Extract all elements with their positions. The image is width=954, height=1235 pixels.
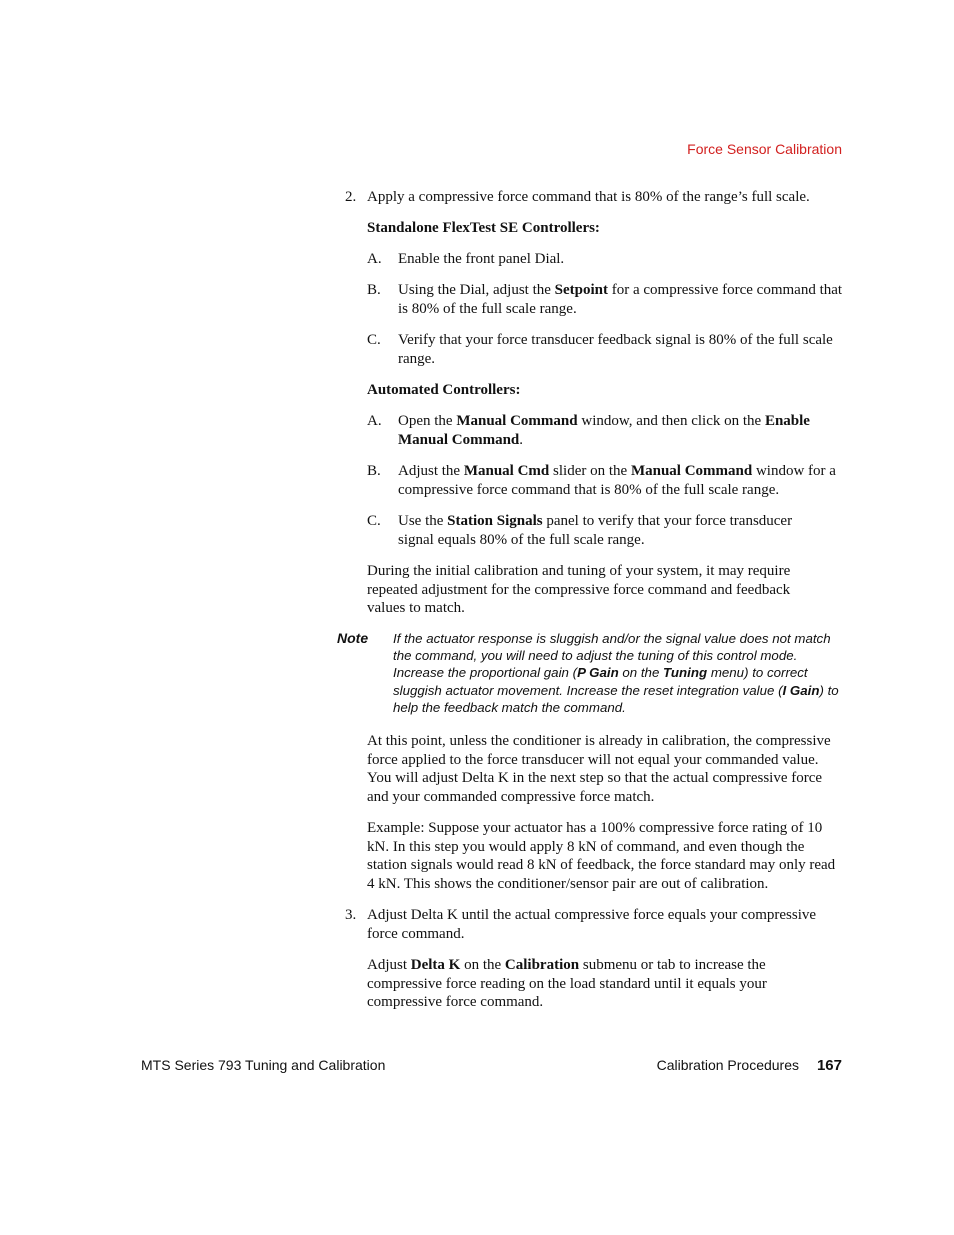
ui-term: Enable Manual Command	[398, 413, 810, 448]
footer-chapter-title: Calibration Procedures	[656, 1057, 799, 1073]
list-item-text: Use the Station Signals panel to verify that your force transducer signal equals 80% of the full scale range.	[398, 513, 793, 548]
list-item-text: Adjust the Manual Cmd slider on the Manual Command window for a compressive force command that is 80% of the full scale range.	[398, 463, 836, 498]
list-letter: A.	[367, 413, 382, 429]
section-header: Force Sensor Calibration	[687, 141, 842, 157]
list-letter: C.	[367, 513, 381, 529]
ui-term: Setpoint	[554, 282, 608, 298]
ui-term: Station Signals	[447, 513, 543, 529]
ui-term: Manual Command	[456, 413, 578, 429]
list-letter: B.	[367, 463, 381, 479]
list-item-text: Verify that your force transducer feedback signal is 80% of the full scale range.	[398, 332, 833, 367]
step-number: 2.	[345, 189, 357, 205]
page-number: 167	[816, 1057, 842, 1074]
footer-manual-title: MTS Series 793 Tuning and Calibration	[141, 1057, 386, 1073]
list-item-text: Enable the front panel Dial.	[398, 251, 565, 267]
body-paragraph: During the initial calibration and tuning of your system, it may require repeated adjustment for the compressive force command and feedback values to match.	[367, 563, 791, 617]
step-text: Apply a compressive force command that is 80% of the range’s full scale.	[367, 189, 810, 205]
note-label: Note	[337, 630, 369, 646]
ui-term: Delta K	[410, 957, 461, 973]
list-letter: B.	[367, 282, 381, 298]
step-text: Adjust Delta K until the actual compressive force equals your compressive force command.	[367, 907, 817, 942]
ui-term: Manual Command	[630, 463, 753, 479]
subheading-automated: Automated Controllers:	[367, 382, 521, 398]
body-paragraph: Adjust Delta K on the Calibration submenu or tab to increase the compressive force reading on the load standard until it equals your compressive force command.	[367, 957, 767, 1011]
list-item-text: Using the Dial, adjust the Setpoint for a compressive force command that is 80% of the full scale range.	[398, 282, 843, 317]
step-number: 3.	[345, 907, 357, 923]
ui-term: Calibration	[504, 957, 580, 973]
ui-term: Manual Cmd	[463, 463, 550, 479]
list-letter: C.	[367, 332, 381, 348]
note-text: If the actuator response is sluggish and/or the signal value does not match the command, you will need to adjust the tuning of this control mode. Increase the proportional gain (P Gain on the Tuning menu) to correct sluggish actuator movement. Increase the reset integration value (I Gain) to help the feedback match the command.	[393, 631, 839, 715]
list-letter: A.	[367, 251, 382, 267]
body-paragraph: At this point, unless the conditioner is already in calibration, the compressive force applied to the force transducer will not equal your commanded value. You will adjust Delta K in the next step so that the actual compressive force and your commanded compressive force match.	[367, 733, 831, 805]
body-paragraph: Example: Suppose your actuator has a 100% compressive force rating of 10 kN. In this step you would apply 8 kN of command, and even though the station signals would read 8 kN of feedback, the force standard may only read 4 kN. This shows the conditioner/sensor pair are out of calibration.	[367, 820, 836, 892]
subheading-standalone: Standalone FlexTest SE Controllers:	[367, 220, 600, 236]
list-item-text: Open the Manual Command window, and then click on the Enable Manual Command.	[398, 413, 810, 448]
